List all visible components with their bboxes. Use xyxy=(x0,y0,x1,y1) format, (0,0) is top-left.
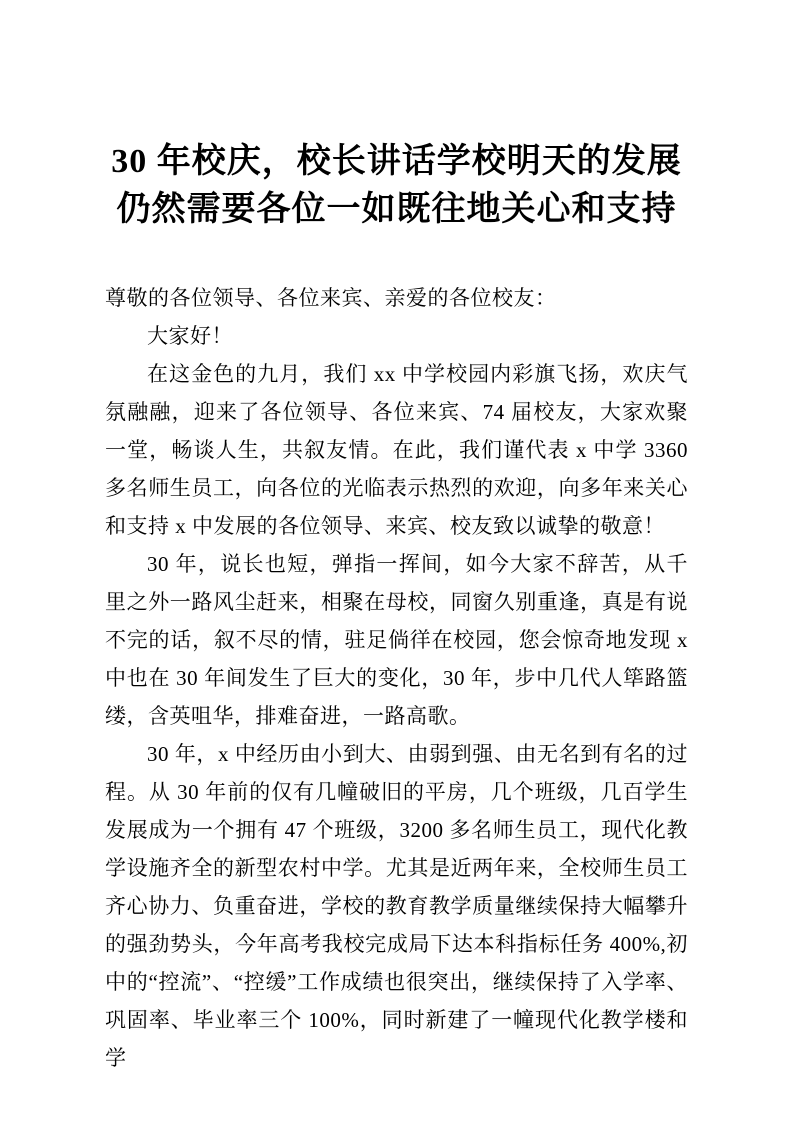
document-body xyxy=(105,279,688,1077)
paragraph: 30 年，x 中经历由小到大、由弱到强、由无名到有名的过程。从 30 年前的仅有几幢破旧的平房，几个班级，几百学生发展成为一个拥有 47 个班级，3200 多名师生员工，现代化教学设施齐全的新型农村中学。尤其是近两年来，全校师生员工齐心协力、负重奋进，学校的教育教学质量继续保持大幅攀升的强劲势头，今年高考我校完成局下达本科指标任务 400%,初中的“控流”、“控缓”工作成绩也很突出，继续保持了入学率、巩固率、毕业率三个 100%，同时新建了一幢现代化教学楼和学 xyxy=(105,741,688,1070)
paragraph: 在这金色的九月，我们 xx 中学校园内彩旗飞扬，欢庆气氛融融，迎来了各位领导、各位来宾、74 届校友，大家欢聚一堂，畅谈人生，共叙友情。在此，我们谨代表 x 中学 3360 多名师生员工，向各位的光临表示热烈的欢迎，向多年来关心和支持 x 中发展的各位领导、来宾、校友致以诚挚的敬意！ xyxy=(105,361,688,538)
title-line-1: 30 年校庆，校长讲话学校明天的发展 xyxy=(111,143,682,180)
paragraph: 大家好！ xyxy=(147,323,233,348)
document-title xyxy=(105,138,688,235)
paragraph: 30 年，说长也短，弹指一挥间，如今大家不辞苦，从千里之外一路风尘赶来，相聚在母校，同窗久别重逢，真是有说不完的话，叙不尽的情，驻足倘徉在校园，您会惊奇地发现 x 中也在 30 年间发生了巨大的变化，30 年，步中几代人筚路篮缕，含英咀华，排难奋进，一路高歌。 xyxy=(105,551,688,728)
paragraph: 尊敬的各位领导、各位来宾、亲爱的各位校友： xyxy=(105,285,557,310)
title-line-2: 仍然需要各位一如既往地关心和支持 xyxy=(116,191,677,229)
